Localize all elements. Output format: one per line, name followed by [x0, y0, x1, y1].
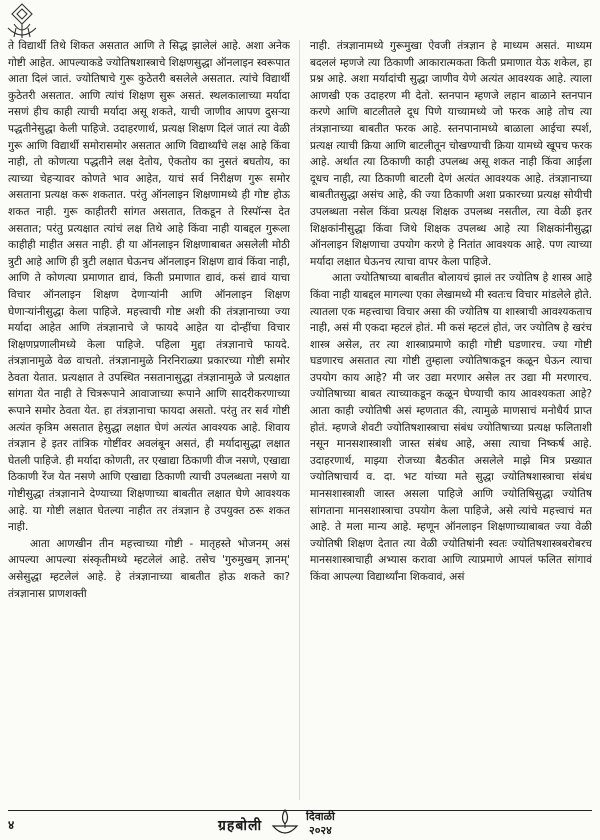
diya-lamp-icon	[270, 806, 300, 840]
footer-rule	[8, 810, 592, 811]
paragraph: ते विद्यार्थी तिथे शिकत असतात आणि ते सिद्ध झालेलं आहे. अशा अनेक गोष्टी आहेत. आपल्याकडे ज्योतिषशास्त्राचे शिक्षणसुद्धा ऑनलाइन स्वरूपात आता दिलं जातं. ज्योतिषाचे गुरू कुठेतरी बसलेले असतात. त्यांचे विद्यार्थी कुठेतरी असतात. आणि त्यांचं शिक्षण सुरू असतं. स्थलकालाच्या मर्यादा नसणं हीच काही त्याची मर्यादा असू शकते, याची जाणीव आपण दुसऱ्या पद्धतीनेसुद्धा केली पाहिजे. उदाहरणार्थ, प्रत्यक्ष शिक्षण दिलं जातं त्या वेळी गुरू आणि विद्यार्थी समोरासमोर असतात आणि विद्यार्थ्यांचे लक्ष आहे किंवा नाही, तो कोणत्या पद्धतीने लक्ष देतोय, ऐकतोय का नुसतं बघतोय, का त्याच्या चेहऱ्यावर कोणते भाव आहेत, याचं सर्व निरीक्षण गुरू समोर असताना प्रत्यक्ष करू शकतात. परंतु ऑनलाइन शिक्षणामध्ये ही गोष्ट होऊ शकत नाही. गुरू काहीतरी सांगत असतात, तिकडून ते रिस्पॉन्स देत असतात; परंतु प्रत्यक्षात त्यांचं लक्ष तिथे आहे किंवा नाही याबद्दल गुरूला काहीही माहीत असत नाही. ही या ऑनलाइन शिक्षणाबाबत असलेली मोठी त्रुटी आहे आणि ही त्रुटी लक्षात घेऊनच ऑनलाइन शिक्षण द्यावं किंवा नाही, आणि ते कोणत्या प्रमाणात द्यावं, किती प्रमाणात द्यावं, कसं द्यावं याचा विचार ऑनलाइन शिक्षण देणाऱ्यांनी आणि ऑनलाइन शिक्षण घेणाऱ्यांनीसुद्धा केला पाहिजे. महत्त्वाची गोष्ट अशी की तंत्रज्ञानाच्या ज्या मर्यादा आहेत आणि तंत्रज्ञानाचे जे फायदे आहेत या दोन्हींचा विचार शिक्षणप्रणालीमध्ये केला पाहिजे. पहिला मुद्दा तंत्रज्ञानाचे फायदे. तंत्रज्ञानामुळे वेळ वाचतो. तंत्रज्ञानामुळे निरनिराळ्या प्रकारच्या गोष्टी समोर ठेवता येतात. प्रत्यक्षात ते उपस्थित नसतानासुद्धा तंत्रज्ञानामुळे जे प्रत्यक्षात सांगता येत नाही ते चित्ररूपाने आवाजाच्या रूपाने आणि सादरीकरणाच्या रूपाने समोर ठेवता येत. हा तंत्रज्ञानाचा फायदा असतो. परंतु तर सर्व गोष्टी अत्यंत कृत्रिम असतात हेसुद्धा लक्षात घेणं अत्यंत आवश्यक आहे. शिवाय तंत्रज्ञान हे इतर तांत्रिक गोष्टींवर अवलंबून असतं, ही मर्यादासुद्धा लक्षात घेतली पाहिजे. ही मर्यादा कोणती, तर एखाद्या ठिकाणी वीज नसणे, एखाद्या ठिकाणी रेंज येत नसणे आणि एखाद्या ठिकाणी त्याची उपलब्धता नसणे या गोष्टीसुद्धा तंत्रज्ञानाने देण्याच्या शिक्षणाच्या बाबतीत लक्षात घेणे आवश्यक आहे. या गोष्टी लक्षात घेतल्या नाहीत तर तंत्रज्ञान हे उपयुक्त ठरू शकत नाही.	[8, 40, 290, 534]
paragraph: नाही. तंत्रज्ञानामध्ये गुरूमुखा ऐवजी तंत्रज्ञान हे माध्यम असतं. माध्यम बदललं म्हणजे त्या ठिकाणी आकारात्मकता किती प्रमाणात येऊ शकेल, हा प्रश्न आहे. अशा मर्यादांची सुद्धा जाणीव येणे अत्यंत आवश्यक आहे. त्याला आणखी एक उदाहरण मी देतो. स्तनपान म्हणजे लहान बाळाने स्तनपान करणे आणि बाटलीतले दूध पिणे याच्यामध्ये जो फरक आहे तोच त्या तंत्रज्ञानाच्या बाबतीत फरक आहे. स्तनपानामध्ये बाळाला आईचा स्पर्श, प्रत्यक्ष त्याची क्रिया आणि बाटलीतून चोखण्याची क्रिया यामध्ये खूपच फरक आहे. अर्थात त्या ठिकाणी काही उपलब्ध असू शकत नाही किंवा आईला दूधच नाही, त्या ठिकाणी बाटली देणं अत्यंत आवश्यक आहे. तंत्रज्ञानाच्या बाबतीतसुद्धा असंच आहे, की ज्या ठिकाणी अशा प्रकारच्या प्रत्यक्ष सोयीची उपलब्धता नसेल किंवा प्रत्यक्ष शिक्षक उपलब्ध नसतील, त्या वेळी इतर शिक्षकांनीसुद्धा किंवा जिथे शिक्षक उपलब्ध आहे त्या शिक्षकांनीसुद्धा ऑनलाइन शिक्षणाचा उपयोग करणे हे नितांत आवश्यक आहे. पण त्याच्या मर्यादा लक्षात घेऊनच त्याचा वापर केला पाहिजे.	[310, 40, 592, 268]
page-footer	[0, 806, 600, 840]
issue-label	[306, 810, 335, 838]
magazine-name: ग्रहबोली	[218, 818, 263, 834]
corner-ornament-icon	[2, 2, 42, 40]
page-number: ४	[8, 818, 15, 832]
paragraph: आता आणखीन तीन महत्त्वाच्या गोष्टी - मातृहस्ते भोजनम् असं आपल्या आपल्या संस्कृतीमध्ये म्हटलेलं आहे. तसेच 'गुरुमुखम् ज्ञानम्' असेसुद्धा म्हटलेलं आहे. हे तंत्रज्ञानाच्या बाबतीत होऊ शकते का? तंत्रज्ञानास प्राणशक्ती	[8, 537, 290, 600]
left-column	[8, 38, 290, 806]
right-column	[310, 38, 592, 806]
article-body	[8, 38, 592, 806]
issue-festival: दिवाळी	[306, 810, 335, 823]
paragraph: आता ज्योतिषाच्या बाबतीत बोलायचं झालं तर ज्योतिष हे शास्त्र आहे किंवा नाही याबद्दल मागल्या एका लेखामध्ये मी स्वतःच विचार मांडलेले होते. त्यातला एक महत्त्वाचा विचार असा की ज्योतिष या शास्त्राची आवश्यकताच नाही, असं मी एकदा म्हटलं होतं. मी कसं म्हटलं होतं, जर ज्योतिष हे खरंच शास्त्र असेल, तर त्या शास्त्राप्रमाणे काही गोष्टी घडणारच. ज्या गोष्टी घडणारच असतात त्या गोष्टी तुम्हाला ज्योतिषाकडून कळून घेऊन त्याचा उपयोग काय आहे? मी जर उद्या मरणार असेल तर उद्या मी मरणारच. ज्योतिषाच्या बाबत त्याच्याकडून कळून घेण्याची काय आवश्यकता आहे? आता काही ज्योतिषी असं म्हणतात की, त्यामुळे माणसाचं मनोधैर्य प्राप्त होतं. म्हणजे शेवटी ज्योतिषशास्त्राचा संबंध ज्योतिषाच्या प्रत्यक्ष फलिताशी नसून मानसशास्त्राशी जास्त संबंध आहे, असा त्याचा निष्कर्ष आहे. उदाहरणार्थ, माझ्या रोजच्या बैठकीत असलेले माझे मित्र प्रख्यात ज्योतिषाचार्य व. दा. भट यांच्या मते सुद्धा ज्योतिषशास्त्राचा संबंध मानसशास्त्राशी जास्त असला पाहिजे आणि ज्योतिषिसुद्धा ज्योतिष सांगताना मानसशास्त्राचा उपयोग केला पाहिजे, असे त्यांचे महत्त्वाचं मत आहे. ते मला मान्य आहे. म्हणून ऑनलाइन शिक्षणाच्याबाबत ज्या वेळी ज्योतिषी शिक्षण देतात त्या वेळी ज्योतिषांनी स्वतः ज्योतिषशास्त्रबरोबरच मानसशास्त्राचाही अभ्यास करावा आणि त्याप्रमाणे आपलं फलित सांगावं किंवा आपल्या विद्यार्थ्यांना शिकवावं, असं	[310, 272, 592, 583]
issue-year: २०२४	[308, 824, 332, 837]
